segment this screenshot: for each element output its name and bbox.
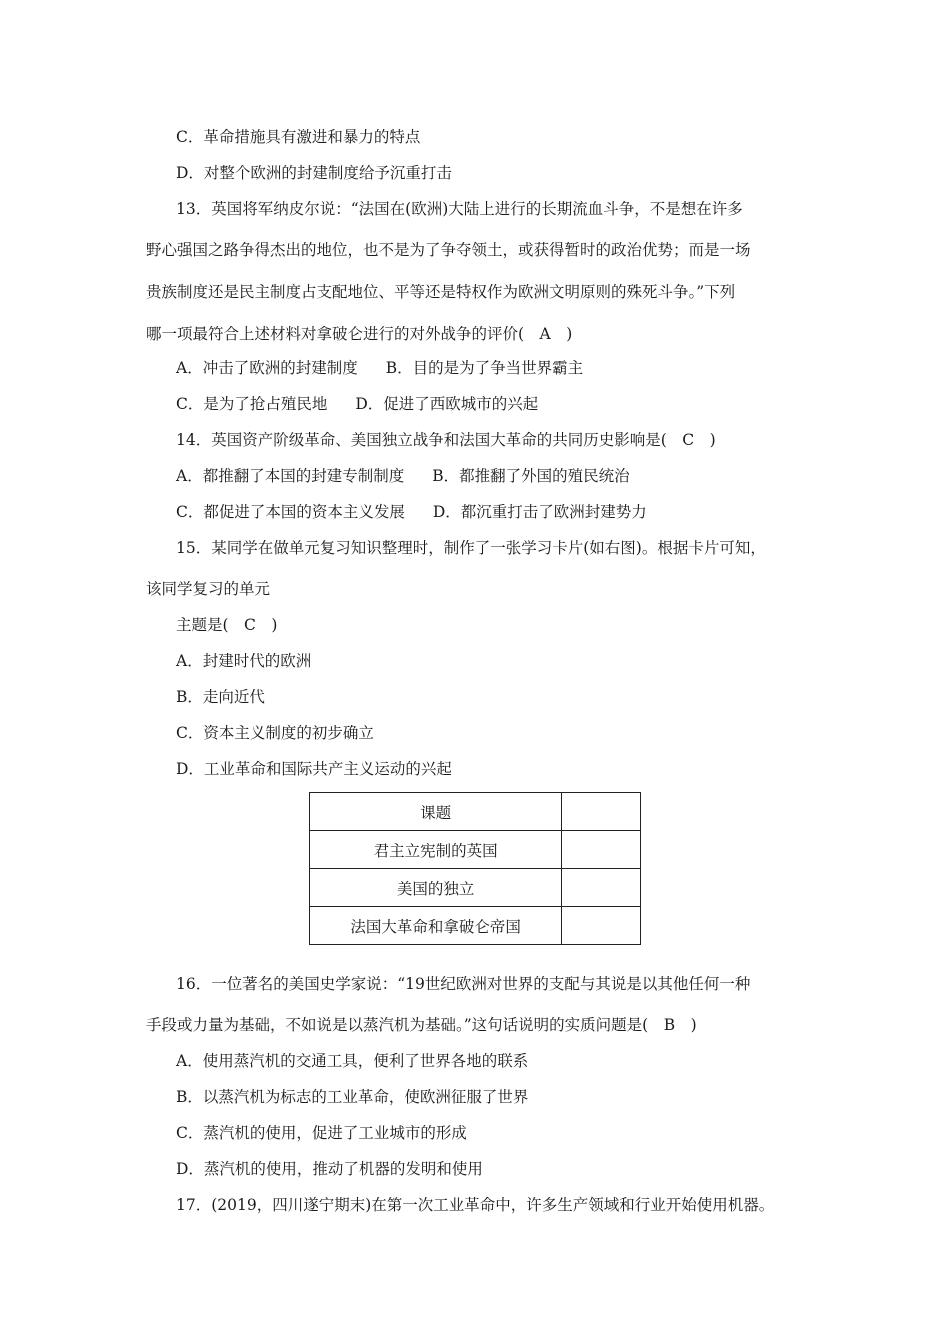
q13-option-b: B．目的是为了争当世界霸主 bbox=[385, 359, 584, 377]
q13-option-d: D．促进了西欧城市的兴起 bbox=[355, 395, 539, 413]
q13-option-c: C．是为了抢占殖民地 bbox=[176, 395, 328, 413]
study-card-header-row bbox=[310, 793, 641, 831]
q14-option-c: C．都促进了本国的资本主义发展 bbox=[176, 503, 405, 521]
q15-option-c: C．资本主义制度的初步确立 bbox=[176, 724, 374, 742]
q12-option-c: C．革命措施具有激进和暴力的特点 bbox=[176, 128, 421, 146]
q15-stem-line2: 该同学复习的单元 bbox=[146, 580, 271, 598]
q14-option-b: B．都推翻了外国的殖民统治 bbox=[432, 467, 630, 485]
q14-options-cd bbox=[176, 502, 647, 522]
q16-stem-line2: 手段或力量为基础，不如说是以蒸汽机为基础。”这句话说明的实质问题是( B ) bbox=[146, 1016, 697, 1034]
q13-stem-line1: 13．英国将军纳皮尔说：“法国在(欧洲)大陆上进行的长期流血斗争，不是想在许多 bbox=[176, 200, 743, 218]
q13-stem-line2: 野心强国之路争得杰出的地位，也不是为了争夺领土，或获得暂时的政治优势；而是一场 bbox=[146, 241, 751, 259]
q16-option-c: C．蒸汽机的使用，促进了工业城市的形成 bbox=[176, 1124, 467, 1142]
q16-option-a: A．使用蒸汽机的交通工具，便利了世界各地的联系 bbox=[176, 1052, 529, 1070]
study-card-row bbox=[310, 869, 641, 907]
q13-stem-line4: 哪一项最符合上述材料对拿破仑进行的对外战争的评价( A ) bbox=[146, 325, 573, 343]
q16-stem-line1: 16．一位著名的美国史学家说：“19世纪欧洲对世界的支配与其说是以其他任何一种 bbox=[176, 975, 751, 993]
q14-stem: 14．英国资产阶级革命、美国独立战争和法国大革命的共同历史影响是( C ) bbox=[176, 431, 716, 449]
study-card-blank-cell bbox=[562, 793, 641, 831]
study-card-topic: 君主立宪制的英国 bbox=[310, 831, 562, 869]
q13-option-a: A．冲击了欧洲的封建制度 bbox=[176, 359, 358, 377]
q16-option-b: B．以蒸汽机为标志的工业革命，使欧洲征服了世界 bbox=[176, 1088, 529, 1106]
q15-option-a: A．封建时代的欧洲 bbox=[176, 652, 312, 670]
study-card-row bbox=[310, 907, 641, 945]
study-card-row bbox=[310, 831, 641, 869]
q12-option-d: D．对整个欧洲的封建制度给予沉重打击 bbox=[176, 164, 452, 182]
q17-stem-line1: 17．(2019，四川遂宁期末)在第一次工业革命中，许多生产领域和行业开始使用机器。 bbox=[176, 1196, 775, 1214]
q13-options-ab bbox=[176, 358, 583, 378]
q13-stem-line3: 贵族制度还是民主制度占支配地位、平等还是特权作为欧洲文明原则的殊死斗争。”下列 bbox=[146, 283, 736, 301]
study-card-blank-cell bbox=[562, 869, 641, 907]
study-card-topic: 法国大革命和拿破仑帝国 bbox=[310, 907, 562, 945]
q15-option-d: D．工业革命和国际共产主义运动的兴起 bbox=[176, 760, 452, 778]
study-card-blank-cell bbox=[562, 831, 641, 869]
q13-options-cd bbox=[176, 394, 538, 414]
study-card-table bbox=[309, 792, 641, 945]
q15-option-b: B．走向近代 bbox=[176, 688, 265, 706]
study-card-header: 课题 bbox=[310, 793, 562, 831]
q15-stem-line3: 主题是( C ) bbox=[176, 616, 278, 634]
study-card-topic: 美国的独立 bbox=[310, 869, 562, 907]
q14-option-a: A．都推翻了本国的封建专制制度 bbox=[176, 467, 405, 485]
q14-options-ab bbox=[176, 466, 630, 486]
study-card-blank-cell bbox=[562, 907, 641, 945]
q16-option-d: D．蒸汽机的使用，推动了机器的发明和使用 bbox=[176, 1160, 483, 1178]
q15-stem-line1: 15．某同学在做单元复习知识整理时，制作了一张学习卡片(如右图)。根据卡片可知， bbox=[176, 539, 766, 557]
q14-option-d: D．都沉重打击了欧洲封建势力 bbox=[432, 503, 647, 521]
